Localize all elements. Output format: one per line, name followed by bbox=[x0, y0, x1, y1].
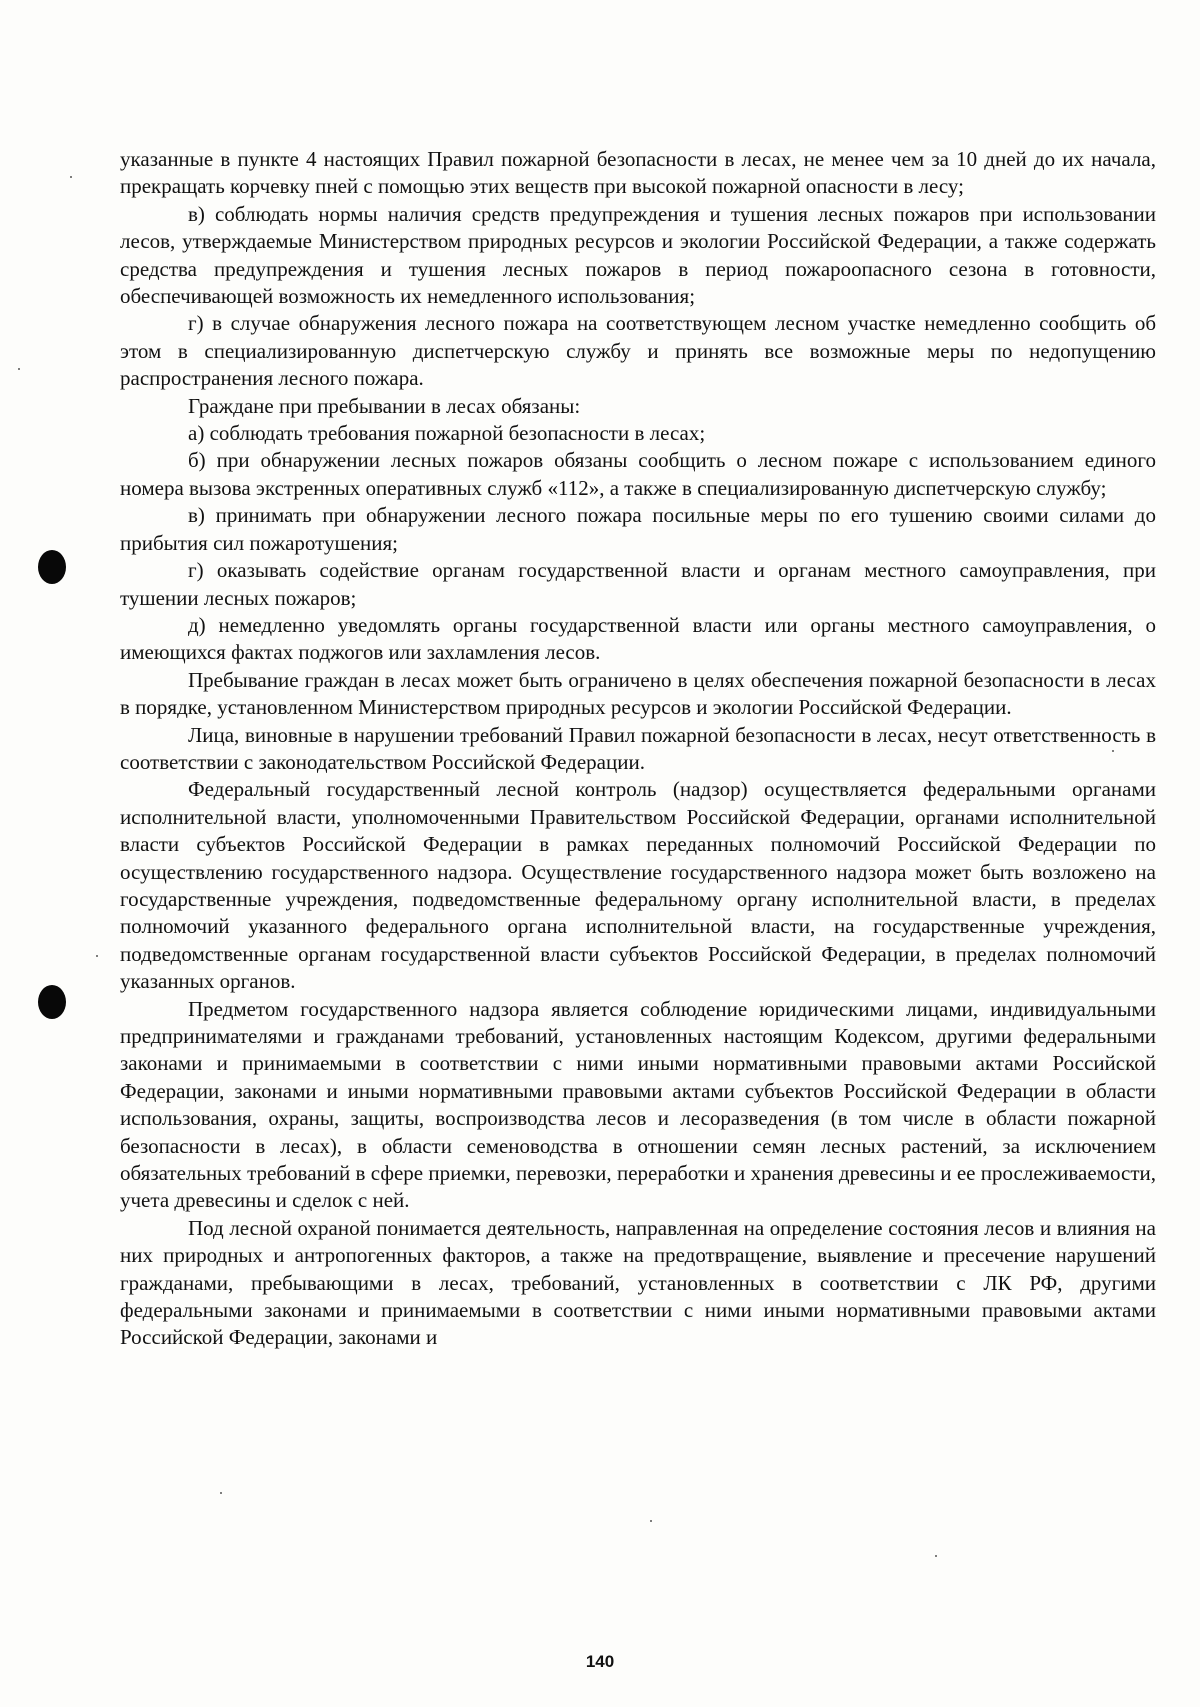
punch-hole-top bbox=[38, 550, 66, 584]
scan-speck bbox=[650, 1520, 652, 1522]
paragraph: Лица, виновные в нарушении требований Правил пожарной безопасности в лесах, несут ответственность в соответствии с законодательством Российской Федерации. bbox=[120, 722, 1156, 774]
scan-speck bbox=[96, 955, 98, 957]
punch-hole-bottom bbox=[38, 985, 66, 1019]
scan-speck bbox=[220, 1492, 222, 1494]
paragraph: б) при обнаружении лесных пожаров обязаны сообщить о лесном пожаре с использованием единого номера вызова экстренных оперативных служб «112», а также в специализированную диспетчерскую службу; bbox=[120, 448, 1156, 500]
page-number: 140 bbox=[585, 1652, 615, 1671]
paragraph: указанные в пункте 4 настоящих Правил пожарной безопасности в лесах, не менее чем за 10 дней до их начала, прекращать корчевку пней с помощью этих веществ при высокой пожарной опасности в лесу; bbox=[120, 147, 1156, 199]
paragraph: в) принимать при обнаружении лесного пожара посильные меры по его тушению своими силами до прибытия сил пожаротушения; bbox=[120, 503, 1156, 555]
paragraph: д) немедленно уведомлять органы государственной власти или органы местного самоуправления, о имеющихся фактах поджогов или захламления лесов. bbox=[120, 612, 1156, 665]
paragraph: Под лесной охраной понимается деятельность, направленная на определение состояния лесов и влияния на них природных и антропогенных факторов, а также на предотвращение, выявление и пресечение нарушений гражданами, пребывающими в лесах, требований, установленных в соответствии с ЛК РФ, другими федеральными законами и принимаемыми в соответствии с ними иными нормативными правовыми актами Российской Федерации, законами и bbox=[120, 1215, 1156, 1350]
paragraph: в) соблюдать нормы наличия средств предупреждения и тушения лесных пожаров при использовании лесов, утверждаемые Министерством природных ресурсов и экологии Российской Федерации, а также содержать средства предупреждения и тушения лесных пожаров в период пожароопасного сезона в готовности, обеспечивающей возможность их немедленного использования; bbox=[120, 201, 1156, 309]
paragraph: а) соблюдать требования пожарной безопасности в лесах; bbox=[188, 421, 706, 446]
paragraph: Предметом государственного надзора является соблюдение юридическими лицами, индивидуальными предпринимателями и гражданами требований, установленных настоящим Кодексом, другими федеральными законами и принимаемыми в соответствии с ними иными нормативными правовыми актами Российской Федерации, законами и иными нормативными правовыми актами субъектов Российской Федерации в области использования, охраны, защиты, воспроизводства лесов и лесоразведения (в том числе в области пожарной безопасности в лесах), в области семеноводства в отношении семян лесных растений, за исключением обязательных требований в сфере приемки, перевозки, переработки и хранения древесины и ее прослеживаемости, учета древесины и сделок с ней. bbox=[120, 996, 1156, 1213]
paragraph: г) в случае обнаружения лесного пожара на соответствующем лесном участке немедленно сообщить об этом в специализированную диспетчерскую службу и принять все возможные меры по недопущению распространения лесного пожара. bbox=[120, 311, 1156, 391]
paragraph: Федеральный государственный лесной контроль (надзор) осуществляется федеральными органами исполнительной власти, уполномоченными Правительством Российской Федерации, органами исполнительной власти субъектов Российской Федерации в рамках переданных полномочий Российской Федерации по осуществлению государственного надзора. Осуществление государственного надзора может быть возложено на государственные учреждения, подведомственные федеральному органу исполнительной власти, в пределах полномочий указанного федерального органа исполнительной власти, на государственные учреждения, подведомственные органам государственной власти субъектов Российской Федерации, в пределах полномочий указанных органов. bbox=[120, 777, 1156, 994]
scan-speck bbox=[935, 1555, 937, 1557]
paragraph: Граждане при пребывании в лесах обязаны: bbox=[188, 393, 581, 418]
paragraph: Пребывание граждан в лесах может быть ограничено в целях обеспечения пожарной безопасности в лесах в порядке, установленном Министерством природных ресурсов и экологии Российской Федерации. bbox=[120, 667, 1156, 720]
scan-speck bbox=[18, 368, 20, 370]
document-body bbox=[120, 146, 1156, 1352]
paragraph: г) оказывать содействие органам государственной власти и органам местного самоуправления, при тушении лесных пожаров; bbox=[120, 558, 1156, 610]
scan-speck bbox=[70, 176, 72, 178]
